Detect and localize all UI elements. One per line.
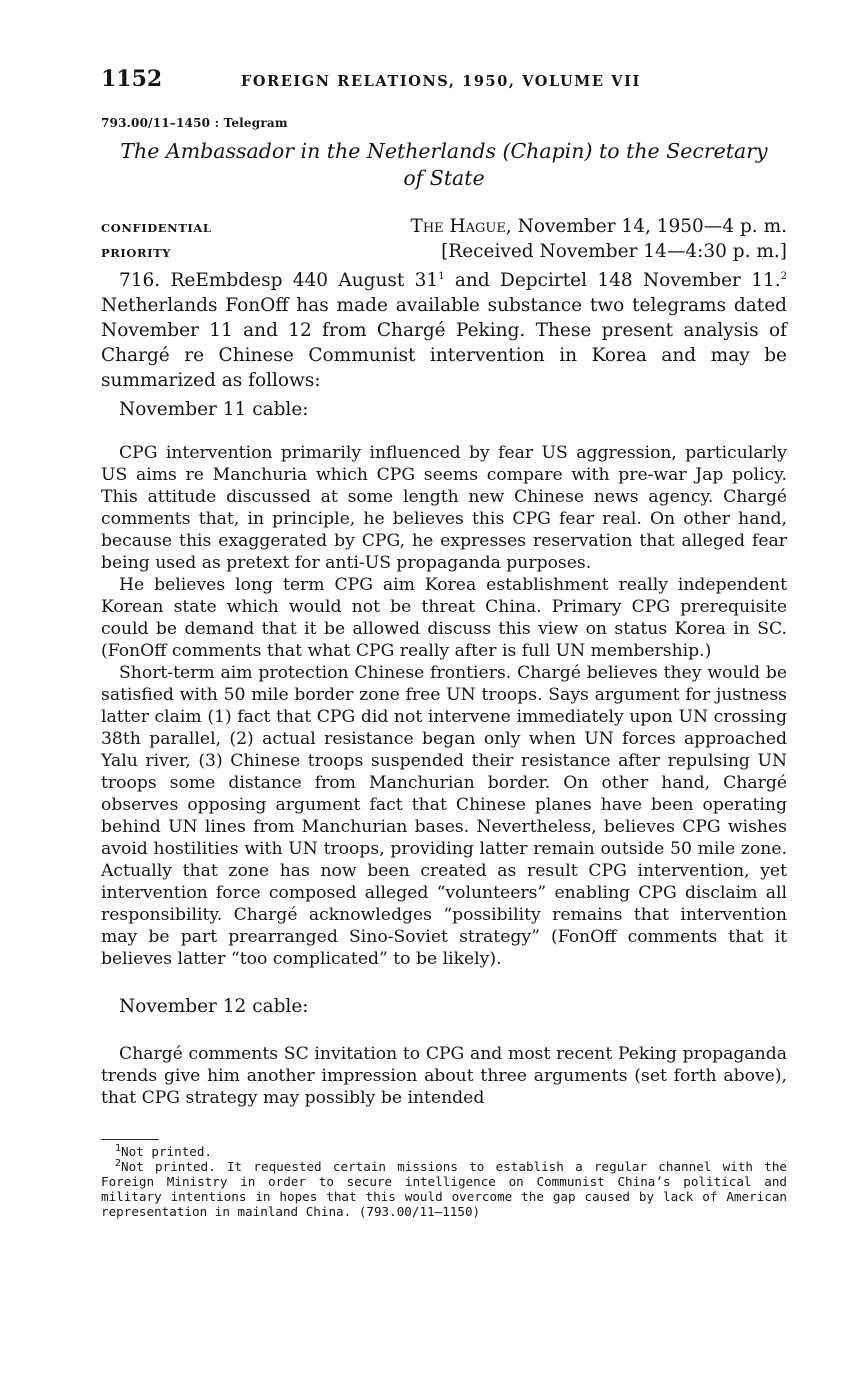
telegram-metadata xyxy=(101,216,787,266)
opening-text-a: 716. ReEmbdesp 440 August 31 xyxy=(119,270,439,291)
classification-row xyxy=(101,216,787,241)
opening-text-c: Netherlands FonOff has made available substance two telegrams dated November 11 and 12 from Chargé Peking. These present analysis of Chargé re Chinese Communist intervention in Korea and may be summarized as follows: xyxy=(101,295,787,391)
precedence-row xyxy=(101,241,787,266)
dateline-date: , November 14, 1950—4 p. m. xyxy=(505,216,787,237)
footnote-text: Not printed. xyxy=(121,1144,213,1159)
opening-text-b: and Depcirtel 148 November 11. xyxy=(444,270,781,291)
dateline-place: The Hague xyxy=(410,216,506,237)
footnote-1 xyxy=(101,1144,787,1159)
document-page xyxy=(101,66,787,1219)
footnote-2 xyxy=(101,1159,787,1219)
footnote-ref-1[interactable]: 1 xyxy=(438,270,445,282)
classification-label: CONFIDENTIAL xyxy=(101,221,212,235)
footnote-ref-2[interactable]: 2 xyxy=(780,270,788,282)
document-title: The Ambassador in the Netherlands (Chapin) to the Secretary of State xyxy=(120,139,768,190)
cable-1-paragraph: He believes long term CPG aim Korea establishment really independent Korean state which would not be threat China. Primary CPG prerequisite could be demand that it be allowed discuss this view on status Korea in SC. (FonOff comments that what CPG really after is full UN membership.) xyxy=(101,575,787,661)
page-header xyxy=(101,66,787,96)
footnote-mark: 2 xyxy=(115,1157,122,1169)
cable-2-label: November 12 cable: xyxy=(119,996,309,1017)
cable-1-paragraph: Short-term aim protection Chinese frontiers. Chargé believes they would be satisfied with 50 mile border zone free UN troops. Says argument for justness latter claim (1) fact that CPG did not intervene immediately upon UN crossing 38th parallel, (2) actual resistance began only when UN forces approached Yalu river, (3) Chinese troops suspended their resistance after repulsing UN troops some distance from Manchurian border. On other hand, Chargé observes opposing argument fact that Chinese planes have been operating behind UN lines from Manchurian bases. Nevertheless, believes CPG wishes avoid hostilities with UN troops, providing latter remain outside 50 mile zone. Actually that zone has now been created as result CPG intervention, yet intervention force composed alleged “volunteers” enabling CPG disclaim all responsibility. Chargé acknowledges “possibility remains that intervention may be part prearranged Sino-Soviet strategy” (FonOff comments that it believes latter “too complicated” to be likely). xyxy=(101,663,787,969)
footnote-divider xyxy=(101,1139,159,1140)
opening-paragraph xyxy=(101,268,787,393)
dateline xyxy=(410,216,787,237)
cable-1-paragraph: CPG intervention primarily influenced by fear US aggression, particularly US aims re Manchuria which CPG seems compare with pre-war Jap policy. This attitude discussed at some length new Chinese news agency. Chargé comments that, in principle, he believes this CPG fear real. On other hand, because this exaggerated by CPG, he expresses reservation that alleged fear being used as pretext for anti-US propaganda purposes. xyxy=(101,443,787,573)
page-number: 1152 xyxy=(101,66,163,92)
footnote-mark: 1 xyxy=(115,1142,122,1154)
document-file-number: 793.00/11–1450 : Telegram xyxy=(101,116,288,130)
precedence-label: PRIORITY xyxy=(101,246,172,260)
running-head: FOREIGN RELATIONS, 1950, VOLUME VII xyxy=(241,73,641,90)
cable-2-paragraph: Chargé comments SC invitation to CPG and most recent Peking propaganda trends give him another impression about three arguments (set forth above), that CPG strategy may possibly be intended xyxy=(101,1044,787,1108)
footnote-text: Not printed. It requested certain missions to establish a regular channel with the Foreign Ministry in order to secure intelligence on Communist China’s political and military intentions in hopes that this would overcome the gap caused by lack of American representation in mainland China. (793.00/11–1150) xyxy=(101,1159,787,1219)
cable-1-label: November 11 cable: xyxy=(119,399,309,420)
received-line: [Received November 14—4:30 p. m.] xyxy=(441,241,787,262)
